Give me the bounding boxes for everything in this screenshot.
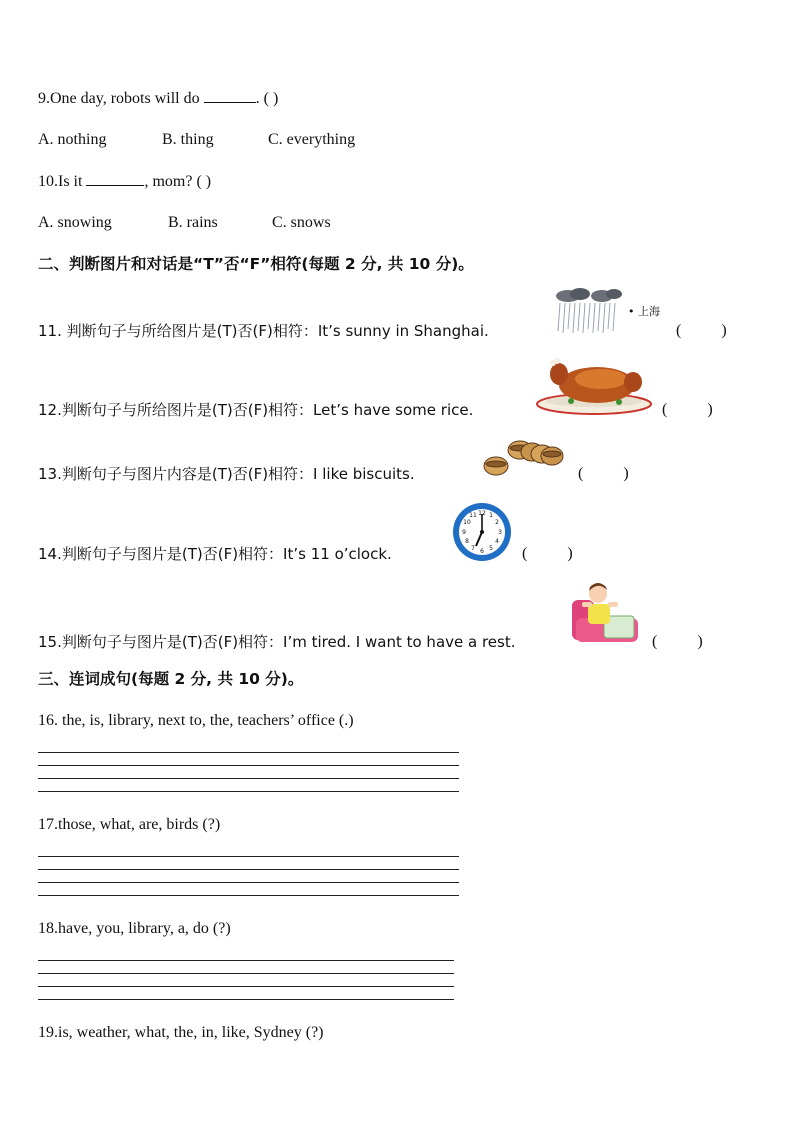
svg-text:11: 11 [469,512,477,519]
writing-line[interactable] [38,765,459,766]
question-9-suffix: . ( ) [255,90,279,107]
writing-line[interactable] [38,895,459,896]
question-10-suffix: , mom? ( ) [144,173,212,190]
svg-text:8: 8 [465,538,469,545]
question-9-prefix: 9.One day, robots will do [38,90,204,107]
writing-line[interactable] [38,986,454,987]
section-3-title: 三、连词成句(每题 2 分, 共 10 分)。 [38,670,304,688]
option-9b[interactable]: B. thing [162,131,214,148]
svg-text:3: 3 [498,529,502,536]
question-9 [38,88,278,109]
option-10b[interactable]: B. rains [168,214,218,231]
answer-parentheses-15[interactable]: ( ) [652,633,703,650]
writing-line[interactable] [38,791,459,792]
item-14-label: 14.判断句子与图片是(T)否(F)相符：It’s 11 o’clock. [38,545,392,563]
section-2-title: 二、判断图片和对话是“T”否“F”相符(每题 2 分, 共 10 分)。 [38,255,474,273]
svg-text:1: 1 [489,512,493,519]
clock-icon [452,502,512,562]
item-16-label: 16. the, is, library, next to, the, teachers’ office (.) [38,712,354,729]
option-10a[interactable]: A. snowing [38,214,112,231]
writing-line[interactable] [38,869,459,870]
item-13-label: 13.判断句子与图片内容是(T)否(F)相符：I like biscuits. [38,465,415,483]
item-12-label: 12.判断句子与所给图片是(T)否(F)相符：Let’s have some rice. [38,401,474,419]
svg-text:6: 6 [480,548,484,555]
writing-line[interactable] [38,856,459,857]
picture-caption: • 上海 [628,305,660,318]
svg-text:9: 9 [462,529,466,536]
answer-blank[interactable] [86,171,144,186]
svg-text:4: 4 [495,538,499,545]
answer-blank[interactable] [204,88,256,103]
svg-text:12: 12 [478,510,486,517]
writing-line[interactable] [38,960,454,961]
question-10-prefix: 10.Is it [38,173,87,190]
item-19-label: 19.is, weather, what, the, in, like, Sydney (?) [38,1024,324,1041]
option-9c[interactable]: C. everything [268,131,356,148]
option-10c[interactable]: C. snows [272,214,331,231]
svg-text:2: 2 [495,519,499,526]
svg-text:7: 7 [471,545,475,552]
item-18-label: 18.have, you, library, a, do (?) [38,920,231,937]
writing-line[interactable] [38,778,459,779]
resting-person-icon [568,578,642,648]
item-15-label: 15.判断句子与图片是(T)否(F)相符：I’m tired. I want to have a rest. [38,633,516,651]
writing-line[interactable] [38,973,454,974]
item-17-label: 17.those, what, are, birds (?) [38,816,221,833]
roast-turkey-icon [535,352,653,416]
rain-cloud-icon [554,287,630,337]
writing-line[interactable] [38,752,459,753]
writing-line[interactable] [38,999,454,1000]
question-10 [38,171,211,192]
writing-line[interactable] [38,882,459,883]
answer-parentheses-13[interactable]: ( ) [578,465,629,482]
biscuits-icon [482,436,566,480]
option-9a[interactable]: A. nothing [38,131,107,148]
answer-parentheses-11[interactable]: ( ) [676,322,727,339]
svg-text:5: 5 [489,545,493,552]
answer-parentheses-12[interactable]: ( ) [662,401,713,418]
svg-text:10: 10 [463,519,471,526]
item-11-label: 11. 判断句子与所给图片是(T)否(F)相符：It’s sunny in Shanghai. [38,322,489,340]
answer-parentheses-14[interactable]: ( ) [522,545,573,562]
